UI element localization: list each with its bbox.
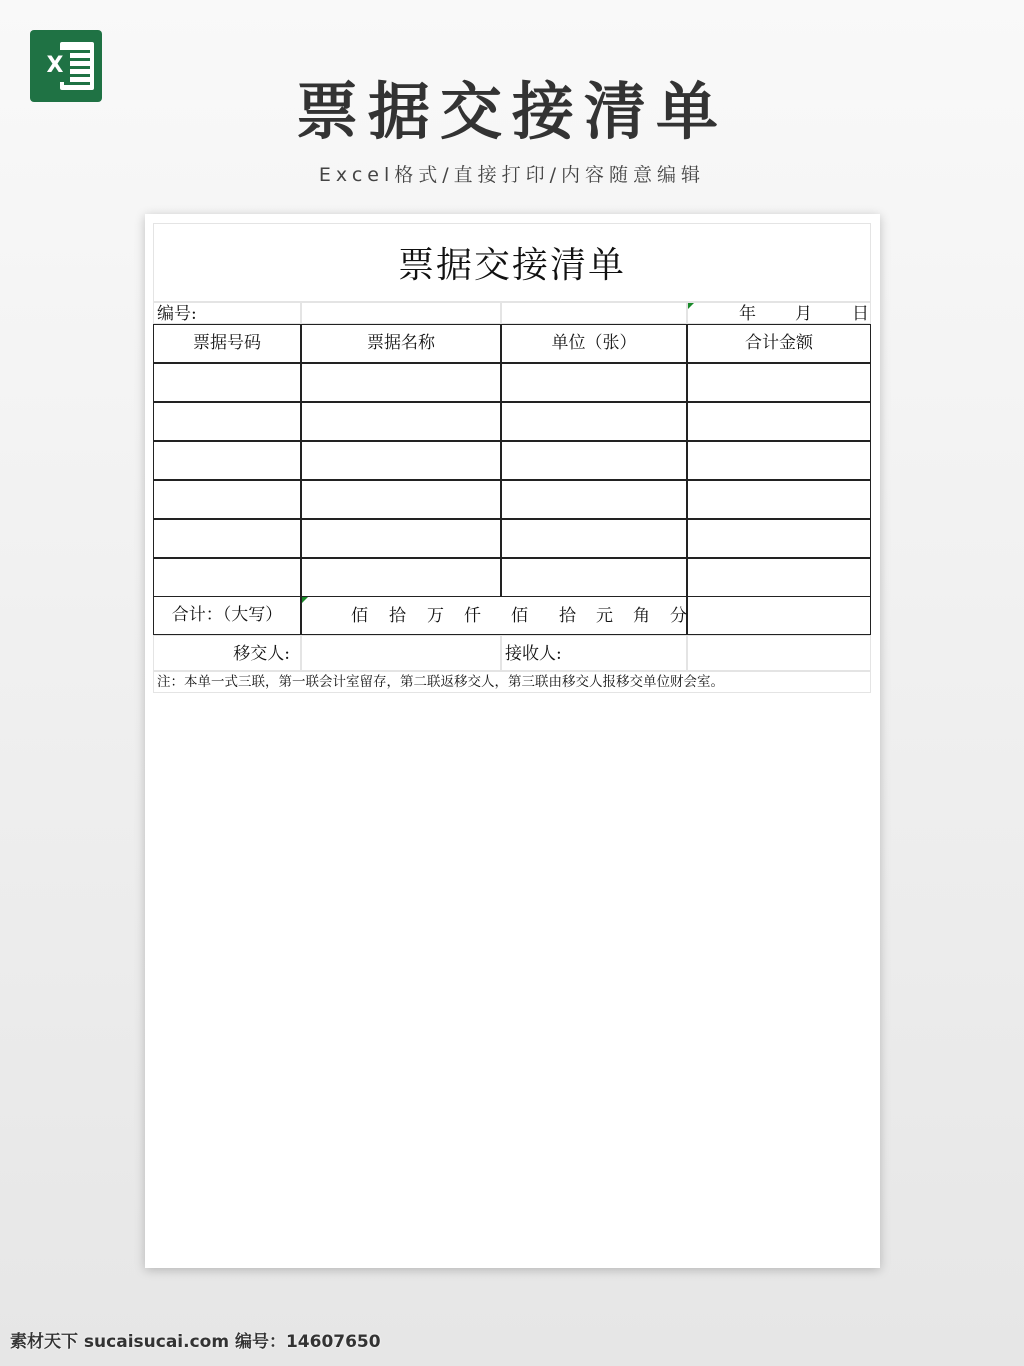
receiver-value-cell[interactable]	[687, 635, 871, 671]
table-cell-name[interactable]	[301, 441, 501, 480]
handover-label-cell[interactable]	[153, 635, 301, 671]
table-cell-name[interactable]	[301, 519, 501, 558]
unit-hundred-2: 佰	[511, 606, 528, 626]
column-header-amount[interactable]: 合计金额	[687, 324, 871, 363]
table-cell-amount[interactable]	[687, 363, 871, 402]
table-cell-name[interactable]	[301, 363, 501, 402]
table-cell-unit[interactable]	[501, 558, 687, 597]
unit-fen: 分	[670, 606, 687, 626]
table-cell-unit[interactable]	[501, 363, 687, 402]
table-cell-amount[interactable]	[687, 480, 871, 519]
comment-marker-icon	[302, 597, 308, 603]
table-cell-name[interactable]	[301, 558, 501, 597]
handover-label: 移交人:	[233, 644, 290, 664]
receiver-label: 接收人:	[505, 644, 562, 664]
table-cell-number[interactable]	[153, 402, 301, 441]
table-cell-unit[interactable]	[501, 402, 687, 441]
table-cell-unit[interactable]	[501, 480, 687, 519]
total-label-cell[interactable]: 合计：（大写）	[153, 596, 301, 635]
table-cell-amount[interactable]	[687, 402, 871, 441]
page-title: 票据交接清单	[295, 75, 728, 148]
spreadsheet-form	[153, 223, 871, 693]
number-label: 编号:	[157, 304, 197, 324]
table-cell-amount[interactable]	[687, 441, 871, 480]
date-year-label: 年	[739, 304, 756, 324]
unit-hundred: 佰	[351, 606, 368, 626]
table-cell-number[interactable]	[153, 519, 301, 558]
column-header-number[interactable]: 票据号码	[153, 324, 301, 363]
unit-ten-2: 拾	[559, 606, 576, 626]
form-title[interactable]: 票据交接清单	[153, 223, 871, 302]
note-cell[interactable]	[153, 671, 871, 693]
total-amount-cell[interactable]	[687, 596, 871, 635]
column-header-name[interactable]: 票据名称	[301, 324, 501, 363]
date-day-label: 日	[852, 304, 869, 324]
table-cell-number[interactable]	[153, 558, 301, 597]
blank-cell[interactable]	[501, 302, 687, 324]
date-month-label: 月	[795, 304, 812, 324]
column-header-unit[interactable]: 单位（张）	[501, 324, 687, 363]
unit-ten-thousand: 万	[427, 606, 444, 626]
table-cell-unit[interactable]	[501, 441, 687, 480]
table-cell-number[interactable]	[153, 441, 301, 480]
unit-ten: 拾	[389, 606, 406, 626]
table-cell-name[interactable]	[301, 480, 501, 519]
date-cell[interactable]	[687, 302, 871, 324]
table-cell-amount[interactable]	[687, 519, 871, 558]
excel-logo-letter: X	[40, 50, 70, 82]
note-text: 注：本单一式三联，第一联会计室留存，第二联返移交人，第三联由移交人报移交单位财会室。	[157, 674, 724, 690]
watermark-text: 素材天下 sucaisucai.com 编号：14607650	[10, 1332, 381, 1352]
page-subtitle: Excel格式/直接打印/内容随意编辑	[318, 164, 706, 186]
number-value-cell[interactable]	[301, 302, 501, 324]
table-cell-name[interactable]	[301, 402, 501, 441]
unit-yuan: 元	[596, 606, 613, 626]
table-cell-number[interactable]	[153, 363, 301, 402]
amount-in-words-cell[interactable]	[301, 596, 687, 635]
table-cell-unit[interactable]	[501, 519, 687, 558]
table-cell-amount[interactable]	[687, 558, 871, 597]
receiver-label-cell[interactable]	[501, 635, 687, 671]
document-paper	[145, 214, 880, 1268]
unit-thousand: 仟	[464, 606, 481, 626]
handover-value-cell[interactable]	[301, 635, 501, 671]
number-label-cell[interactable]	[153, 302, 301, 324]
unit-jiao: 角	[633, 606, 650, 626]
comment-marker-icon	[688, 303, 694, 309]
table-cell-number[interactable]	[153, 480, 301, 519]
